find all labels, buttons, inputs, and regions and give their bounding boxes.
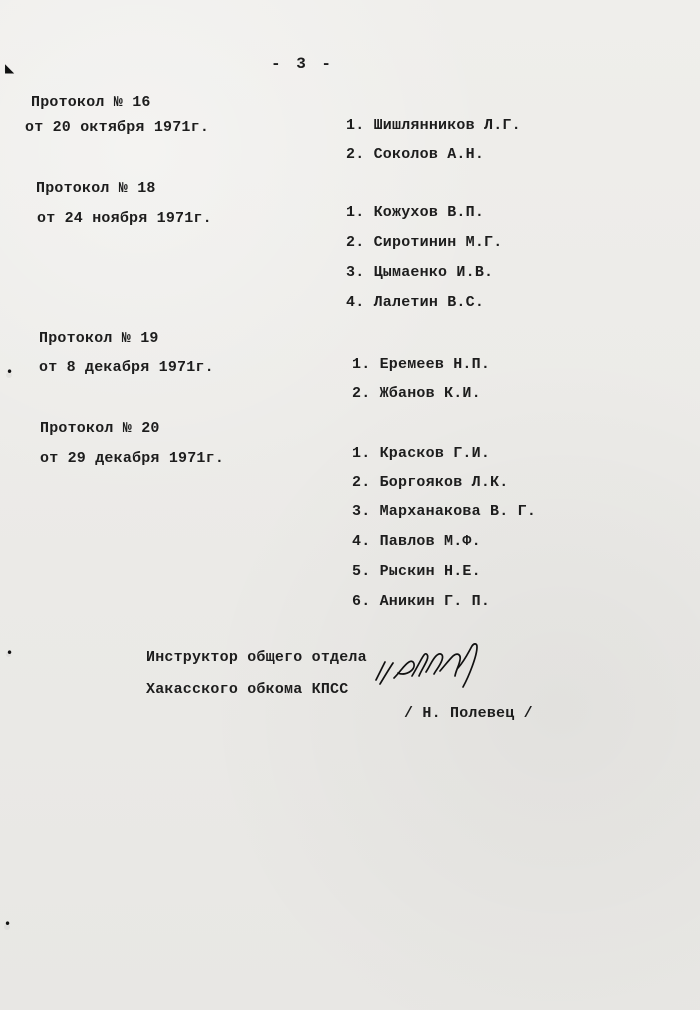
protocol-20-date: от 29 декабря 1971г.	[40, 450, 225, 467]
member-item: 2. Боргояков Л.К.	[352, 474, 509, 491]
member-item: 2. Сиротинин М.Г.	[346, 234, 503, 251]
edge-mark: •	[6, 365, 14, 379]
signature-title-line-1: Инструктор общего отдела	[146, 649, 367, 666]
member-item: 2. Соколов А.Н.	[346, 146, 485, 163]
member-item: 1. Кожухов В.П.	[346, 204, 485, 221]
protocol-18-title: Протокол № 18	[36, 180, 156, 197]
signature-title-line-2: Хакасского обкома КПСС	[146, 681, 349, 698]
member-item: 3. Цымаенко И.В.	[346, 264, 494, 281]
member-item: 1. Шишлянников Л.Г.	[346, 117, 521, 134]
member-item: 4. Лалетин В.С.	[346, 294, 485, 311]
member-item: 1. Красков Г.И.	[352, 445, 491, 462]
member-item: 1. Еремеев Н.П.	[352, 356, 491, 373]
member-item: 4. Павлов М.Ф.	[352, 533, 481, 550]
protocol-16-date: от 20 октября 1971г.	[25, 119, 210, 136]
member-item: 6. Аникин Г. П.	[352, 593, 491, 610]
protocol-19-date: от 8 декабря 1971г.	[39, 359, 214, 376]
member-item: 3. Марханакова В. Г.	[352, 503, 537, 520]
protocol-16-title: Протокол № 16	[31, 94, 151, 111]
member-item: 5. Рыскин Н.Е.	[352, 563, 481, 580]
edge-mark: •	[6, 646, 14, 660]
signature-name: / Н. Полевец /	[404, 705, 533, 722]
edge-mark: •	[4, 917, 12, 931]
protocol-18-date: от 24 ноября 1971г.	[37, 210, 212, 227]
page-number: - 3 -	[271, 55, 335, 73]
member-item: 2. Жбанов К.И.	[352, 385, 481, 402]
signature-scribble	[368, 632, 488, 712]
protocol-20-title: Протокол № 20	[40, 420, 160, 437]
edge-mark: ◣	[5, 61, 15, 75]
protocol-19-title: Протокол № 19	[39, 330, 159, 347]
